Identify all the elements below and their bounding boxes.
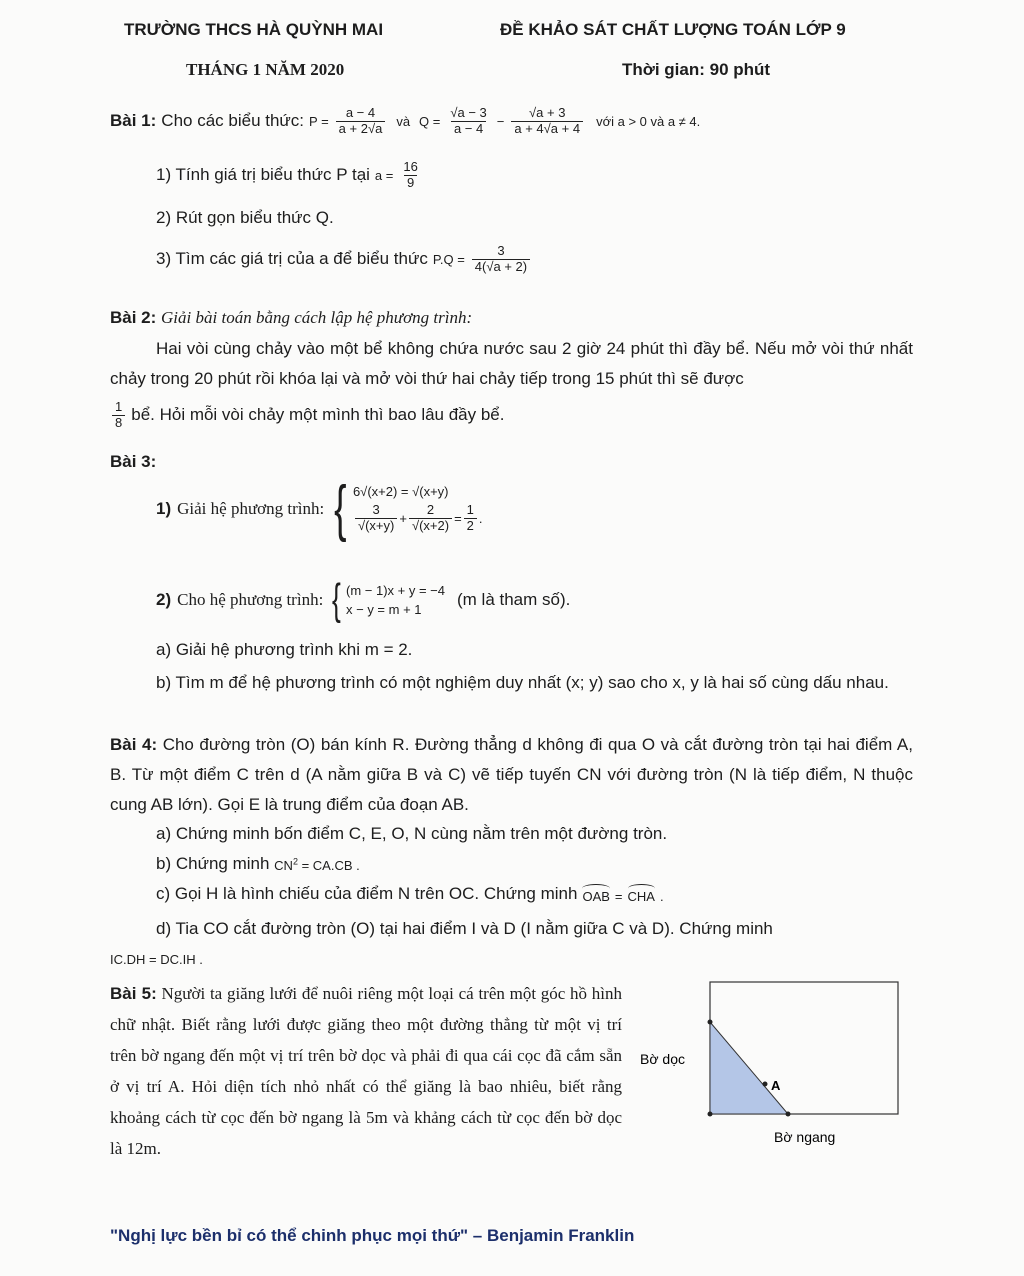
bai4-d-eq: IC.DH = DC.IH . <box>110 952 203 967</box>
bai3-sub1-eq2 <box>353 503 483 534</box>
bai3-eq2-r-den: 2 <box>464 518 477 534</box>
bai1-statement <box>110 106 700 137</box>
bai4-body: Cho đường tròn (O) bán kính R. Đường thẳng d không đi qua O và cắt đường tròn tại hai điểm A, B. Từ một điểm C trên d (A nằm giữa B và C) vẽ tiếp tuyến CN với đường tròn (N là tiếp điểm, N thuộc cung AB lớn). Gọi E là trung điểm của đoạn AB. <box>110 735 913 814</box>
footer-quote: "Nghị lực bền bỉ có thể chinh phục mọi thứ" – Benjamin Franklin <box>110 1226 635 1245</box>
bai5-body: Người ta giăng lưới để nuôi riêng một loại cá trên một góc hồ hình chữ nhật. Biết rằng lưới được giăng theo một đường thẳng từ một vị trí trên bờ ngang đến một vị trí trên bờ dọc và phải đi qua cái cọc đã cắm sẵn ở vị trí A. Hỏi diện tích nhỏ nhất có thể giăng là bao nhiêu, biết rằng khoảng cách từ cọc đến bờ ngang là 5m và khảng cách từ cọc đến bờ dọc là 12m. <box>110 984 623 1158</box>
bai4-b-rest: = CA.CB . <box>301 857 360 873</box>
bai1-label: Bài 1: <box>110 111 157 131</box>
bai3-eq2-frac-a <box>355 503 397 534</box>
point-horizontal-bank <box>786 1112 791 1117</box>
bai1-sub3 <box>156 244 532 275</box>
label-bo-doc: Bờ dọc <box>640 1051 685 1067</box>
bai3-eq2-b-den: √(x+2) <box>409 518 452 534</box>
bai2-heading <box>110 308 472 328</box>
bai3-sub2-rows <box>346 583 445 617</box>
bai2-text: Hai vòi cùng chảy vào một bể không chứa nước sau 2 giờ 24 phút thì đầy bể. Nếu mở vòi thứ nhất chảy trong 20 phút rồi khóa lại và mở vòi thứ hai chảy tiếp trong 15 phút thì sẽ được <box>110 339 913 388</box>
school-name: TRƯỜNG THCS HÀ QUỲNH MAI <box>124 20 384 39</box>
bai2-fraction <box>112 400 125 431</box>
bai3-eq2-b-num: 2 <box>426 502 435 518</box>
bai1-sub1-den: 9 <box>404 175 417 191</box>
bai3-eq2-r-num: 1 <box>466 502 474 518</box>
bai4-b-math <box>274 858 360 873</box>
net-triangle <box>710 1022 788 1114</box>
exam-month: THÁNG 1 NĂM 2020 <box>186 60 345 79</box>
bai3-sub1-system <box>330 474 483 543</box>
exam-time: Thời gian: 90 phút <box>622 60 771 79</box>
bai4-c-end: . <box>659 889 664 904</box>
bai1-p-eq: P = <box>309 113 329 129</box>
bai3-sub2-label: 2) <box>156 590 172 609</box>
bai1-sub3-den: 4(√a + 2) <box>472 259 530 275</box>
label-bo-ngang: Bờ ngang <box>774 1129 836 1145</box>
bai1-sub2: 2) Rút gọn biểu thức Q. <box>156 208 334 227</box>
bai4-c-cha: CHA <box>628 884 655 904</box>
bai3-a: a) Giải hệ phương trình khi m = 2. <box>156 640 413 659</box>
bai1-p-fraction <box>336 106 386 137</box>
bai3-eq2-plus: + <box>399 511 407 526</box>
bai2-frac-den: 8 <box>112 415 125 431</box>
bai3-eq2-frac-r <box>464 503 477 534</box>
point-vertical-bank <box>708 1020 713 1025</box>
bai2-label: Bài 2: <box>110 308 157 327</box>
bai1-q1-num: √a − 3 <box>450 105 487 120</box>
bai1-sub1-a: a = <box>374 167 394 183</box>
bai3-sub2-eq2: x − y = m + 1 <box>346 602 422 617</box>
bai4-b-sup: 2 <box>292 856 298 867</box>
bai1-sub3-num: 3 <box>497 243 505 258</box>
bai3-sub2-system <box>329 575 445 624</box>
bai1-q1-fraction <box>447 106 489 137</box>
bai1-q2-fraction <box>511 106 583 137</box>
bai1-sub1 <box>156 160 423 191</box>
bai1-sub1-text: 1) Tính giá trị biểu thức P tại <box>156 165 370 185</box>
bai4-text <box>110 730 913 820</box>
bai5-text <box>110 978 622 1164</box>
bai4-b-cn: CN <box>274 857 293 873</box>
bai3-sub1 <box>156 474 483 543</box>
bai3-eq2-equals: = <box>454 511 462 526</box>
point-a <box>763 1082 768 1087</box>
bai1-q1-den: a − 4 <box>451 121 486 137</box>
bai5-figure <box>638 978 908 1148</box>
bai1-p-den: a + 2√a <box>336 121 386 137</box>
bai4-c-oab: OAB <box>582 884 609 904</box>
bai3-sub1-rows <box>353 484 483 534</box>
bai1-sub3-pq: P.Q = <box>432 251 465 267</box>
exam-title: ĐỀ KHẢO SÁT CHẤT LƯỢNG TOÁN LỚP 9 <box>500 20 846 39</box>
bai4-a: a) Chứng minh bốn điểm C, E, O, N cùng nằm trên một đường tròn. <box>156 824 668 843</box>
bai4-label: Bài 4: <box>110 735 158 754</box>
bai1-intro: Cho các biểu thức: <box>161 111 305 131</box>
bai3-sub2-note: (m là tham số). <box>457 590 571 609</box>
bai1-q-eq: Q = <box>419 113 441 129</box>
bai3-sub2-eq1: (m − 1)x + y = −4 <box>346 583 445 598</box>
bai5-diagram <box>638 978 908 1148</box>
bai3-sub1-brace: { <box>334 474 347 543</box>
bai3-eq2-a-den: √(x+y) <box>355 518 397 534</box>
bai3-eq2-frac-b <box>409 503 452 534</box>
bai3-eq2-dot: . <box>478 511 483 526</box>
bai1-p-num: a − 4 <box>345 105 376 120</box>
bai4-c-eq: = <box>614 889 623 904</box>
point-corner <box>708 1112 713 1117</box>
bai1-va: và <box>396 113 411 129</box>
bai1-minus: − <box>496 113 505 129</box>
bai4-b-text: b) Chứng minh <box>156 854 270 873</box>
bai1-condition: với a > 0 và a ≠ 4. <box>596 113 701 129</box>
bai4-c-text: c) Gọi H là hình chiếu của điểm N trên OC. Chứng minh <box>156 884 578 903</box>
bai3-sub1-text: Giải hệ phương trình: <box>177 499 325 518</box>
bai4-d: d) Tia CO cắt đường tròn (O) tại hai điểm I và D (I nằm giữa C và D). Chứng minh <box>156 919 773 938</box>
bai4-b <box>156 854 360 874</box>
bai3-sub1-eq1: 6√(x+2) = √(x+y) <box>352 484 449 500</box>
bai3-label: Bài 3: <box>110 452 157 471</box>
bai1-sub3-fraction <box>472 244 530 275</box>
bai2-text-end-line <box>110 400 505 431</box>
bai2-text-end: bể. Hỏi mỗi vòi chảy một mình thì bao lâu đầy bể. <box>131 405 505 425</box>
bai3-sub1-label: 1) <box>156 499 172 518</box>
bai4-c <box>156 884 664 904</box>
label-a: A <box>771 1078 781 1093</box>
bai3-eq2-a-num: 3 <box>372 502 380 518</box>
bai2-title: Giải bài toán bằng cách lập hệ phương trình: <box>161 308 473 327</box>
bai1-q2-den: a + 4√a + 4 <box>511 121 583 137</box>
bai3-sub2-text: Cho hệ phương trình: <box>177 590 324 609</box>
bai1-q2-num: √a + 3 <box>529 105 566 120</box>
bai3-b: b) Tìm m để hệ phương trình có một nghiệm duy nhất (x; y) sao cho x, y là hai số cùng dấu nhau. <box>156 673 889 692</box>
bai2-frac-num: 1 <box>115 399 123 414</box>
bai3-sub2-brace: { <box>332 575 342 624</box>
bai1-sub1-num: 16 <box>403 159 418 174</box>
bai1-sub3-text: 3) Tìm các giá trị của a để biểu thức <box>156 249 428 269</box>
bai3-sub2 <box>156 575 571 624</box>
bai1-sub1-fraction <box>400 160 420 191</box>
bai5-label: Bài 5: <box>110 984 157 1003</box>
